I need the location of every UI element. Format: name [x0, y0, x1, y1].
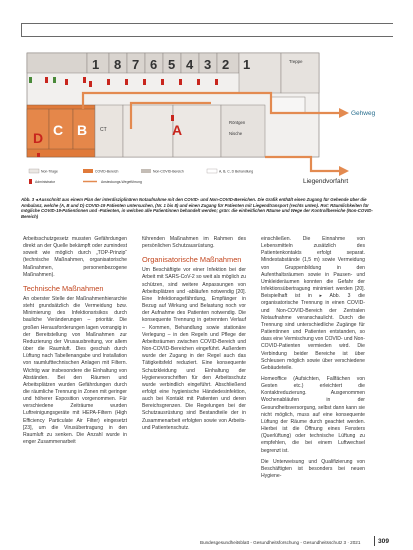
body-paragraph: einschließen. Die Einnahme von Lebensmitteln zusätzlich des Patientenkontakts erfolgt separat. Mindestabstände (1,5 m) sowie Vermeidung von Gruppenbildung in den Aufenthaltsräumen sowie in Pausen- und Umkleideräumen konnten die Gefahr der Infektionsübertragung minimiert werden [20]. Beispielhaft ist in ▸ Abb. 3 die organisatorische Trennung in einen COVID- und Non-COVID-Bereich der Zentralen Notaufnahme veranschaulicht. Durch die Trennung sind unterschiedliche Zugänge für Patientinnen und Patienten entstanden, so dass eine Vermischung von COVID- und Non-COVID-Patienten vermieden wird. Die Verbindung beider Bereiche ist über Schleusen möglich sowie über verschiedene Gebäudeteile. — [261, 236, 365, 371]
journal-footer: Bundesgesundheitsblatt - Gesundheitsforschung - Gesundheitsschutz 3 · 2021 — [200, 540, 361, 545]
label-rontgen: Röntgen — [229, 120, 246, 125]
room-number: 1 — [92, 57, 100, 72]
room-number: 8 — [114, 57, 122, 72]
room-letter: D — [33, 130, 44, 146]
label-treppe: Treppe — [289, 59, 303, 64]
room-letter: C — [53, 122, 64, 138]
room-letter: B — [77, 122, 88, 138]
arrow-head — [339, 166, 349, 176]
room-number: 7 — [132, 57, 140, 72]
page-divider — [374, 536, 375, 546]
room-number: 1 — [243, 57, 251, 72]
floor-plan-figure — [21, 49, 391, 194]
label-nische: Nische — [229, 131, 243, 136]
body-paragraph: An oberster Stelle der Maßnahmenhierarchie steht grundsätzlich die Vermeidung bzw. Minimierung des Infektionsrisikos durch bauliche Veränderungen – prioritär. Die großen Herausforderungen lagen vorrangig in der Bereitstellung von Maßnahmen zur Reduzierung der Virusausbreitung, vor allem über die Raumluft. Dies geschah durch Lüftung nach Tabellenangabe und Installation von raumlufttechnischen Anlagen mit Filtern. Wichtig war insbesondere die Einhaltung von Abständen. Bei den Räumen und Arbeitsplätzen wurden Gefährdungen durch die räumliche Trennung in Zonen mit geringer und höherer Exposition vorgenommen. Für verschiedene Zeiträume wurden Luftreinigungsgeräte mit HEPA-Filtern (High Efficiency Particulate Air Filter) eingesetzt [23], um die Virusübertragung in den Raumluft zu senken. Die Anzahl wurde in enger Zusammenarbeit — [23, 295, 127, 446]
room-number: 2 — [222, 57, 230, 72]
text-column-1 — [23, 236, 127, 446]
body-paragraph: Um Beschäftigte vor einer Infektion bei der Arbeit mit SARS-CoV-2 so weit als möglich zu schützen, sind weitere Anpassungen von Arbeitsplätzen und -abläufen notwendig [20]. Eine Infektionsgefährdung, Empfänger in Bezug auf Wirkung und Belastung noch vor der Aufnahme des Patienten notwendig. Die konsequente Trennung in getrennten Verlauf – Kommen, Behandlung sowie stationäre Verlegung – in den Regeln und Pflege der Arbeitsräumen zwischen COVID-Bereich und Non-COVID-Bereichen eingeführt. Außerdem wurde der Zugang in der Regel auch das Tätigkeitsfeld reduziert. Eine konsequente Schutzkleidung und Einhaltung der Hygienevorschriften für den Arbeitsschutz wurde verbindlich eingeführt. Abschließend erfolgt eine hygienische Händedesinfektion, auch bei Kontakt mit Patienten und deren Bereichsgrenzen. Die Regelungen bei der Schutzausrüstung sind Bestandteile der in Zusammenarbeit erfolgten sowie von Arbeits- und Patientenschutz. — [142, 267, 246, 431]
section-heading: Organisatorische Maßnahmen — [142, 255, 242, 265]
legend-abc: A, B, C, D Behandlung — [219, 169, 254, 174]
page-number: 309 — [378, 538, 390, 545]
section-heading: Technische Maßnahmen — [23, 283, 104, 293]
legend-ansteckung: Ansteckungs-Wegeführung — [101, 180, 142, 184]
room-label-ct: CT — [100, 127, 107, 133]
room-number: 4 — [186, 57, 194, 72]
body-paragraph: Homeoffice (Aufsichten, Fallfächen von Gesten etc.) erleichtert die Kontaktreduzierung. Ausgenommen Wochenabläufen in der Gesundheitsversorgung, selbst dann kann sie nicht möglich, muss auf eine konsequente Lüftung der Räume durch geachtet werden. Hierbei ist die Öffnung eines Fensters (Querlüftung) oder technische Lüftung zu empfehlen, die bei einem Luftwechsel begrenzt ist. — [261, 375, 365, 454]
floor-plan-svg — [21, 49, 391, 194]
text-column-3 — [261, 236, 365, 480]
body-paragraph: Die Unterweisung und Qualifizierung von Beschäftigten ist besonders bei neuen Hygiene- — [261, 458, 365, 479]
room-number: 6 — [150, 57, 158, 72]
page-header-rule — [21, 23, 393, 37]
room-letter: A — [172, 122, 183, 138]
body-paragraph: führenden Maßnahmen im Rahmen des persönlichen Schutzausrüstung. — [142, 236, 246, 250]
arrow-head — [339, 108, 349, 118]
body-paragraph: Arbeitsschutzgesetz mussten Gefährdungen direkt an der Quelle bekämpft oder zumindest soweit wie möglich durch „TOP-Prinzip“ (technische Maßnahmen, organisatorische Maßnahmen, personenbezogene Maßnahmen). — [23, 236, 127, 278]
legend-non-covid: Non-COVID-Bereich — [153, 169, 184, 174]
legend-admin: Administrator — [35, 180, 55, 184]
room-numbers — [92, 57, 250, 72]
label-gehweg: Gehweg — [351, 110, 376, 117]
legend — [29, 169, 253, 184]
label-liegendvorfahrt: Liegendvorfahrt — [303, 178, 349, 185]
legend-covid: COVID-Bereich — [95, 169, 119, 174]
figure-caption: Abb. 3 ◂ Ausschnitt aus einem Plan der interdisziplinären Notaufnahme mit den COVID- und Non-COVID-Bereichen. Die Grafik enthält einen Zugang für Gehende über die Ambulanz, welche (A, B und D) COVID-19 Patienten untersuchen, (Nr. 1 bis 8) und einen Zugang für Patienten mit Liegendtransport (rechts unten). Rot: Räumlichkeiten für mögliche COVID-19-Patientinnen und -Patienten, in welchen alle Patientinnen behandelt werden; grün: die einheitlichen Räume und Wege der Kontrollbereiche (Non-COVID-Bereich) — [21, 197, 373, 219]
room-number: 5 — [168, 57, 176, 72]
legend-non-triage: Non-Triage — [41, 169, 58, 174]
entrance-area — [271, 97, 305, 113]
text-column-2 — [142, 236, 246, 432]
room-number: 3 — [204, 57, 212, 72]
